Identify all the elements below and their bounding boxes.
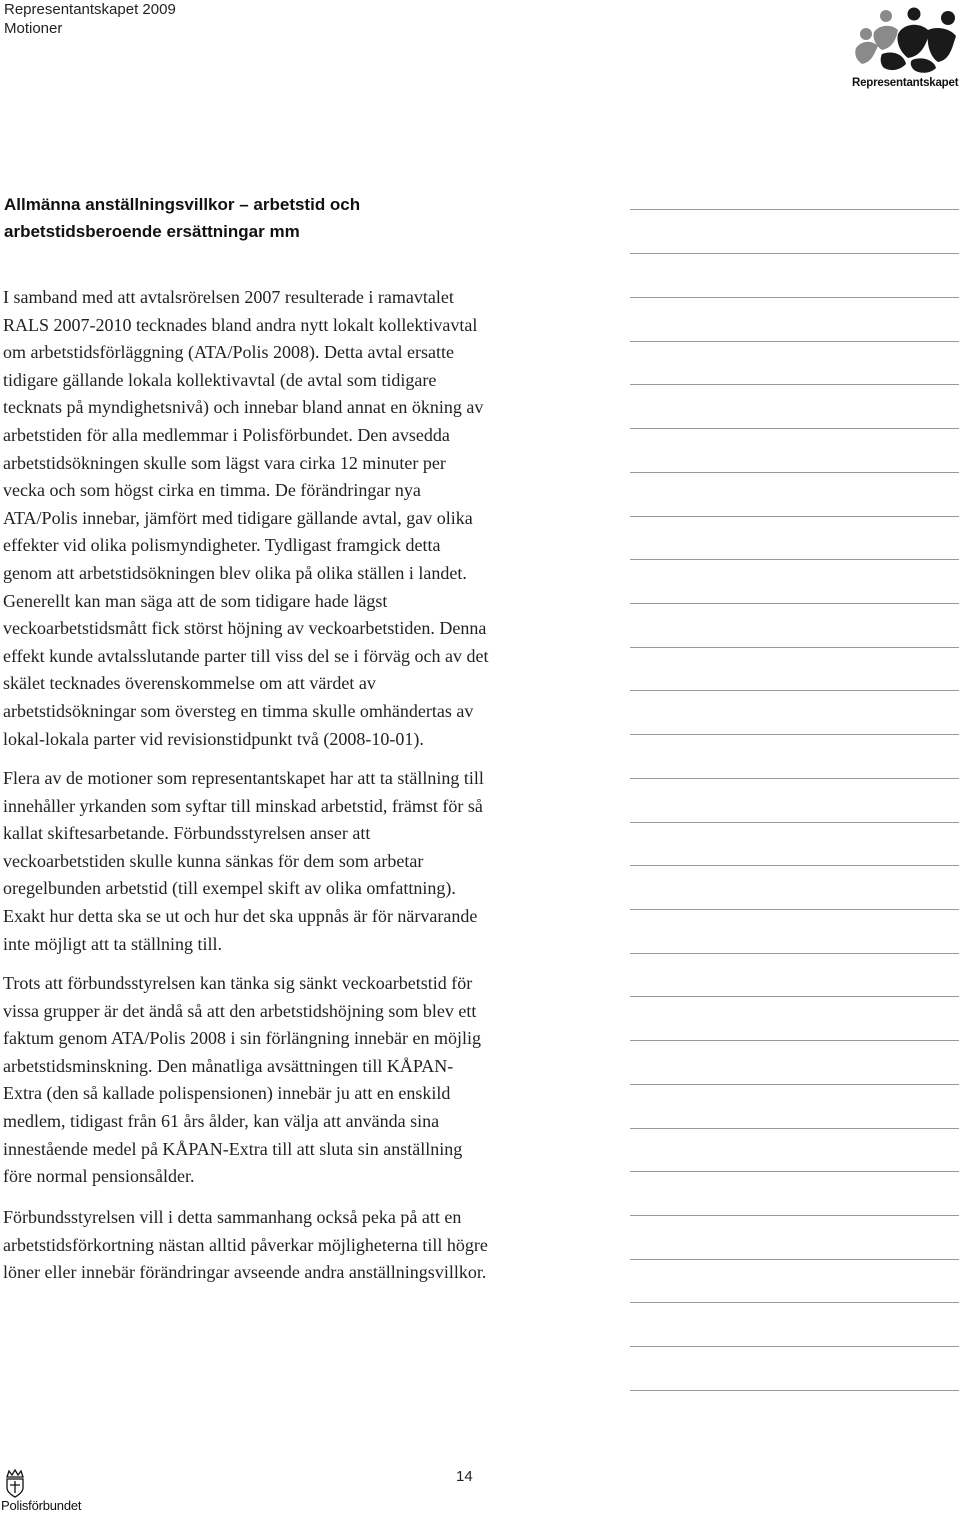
note-line [630, 1259, 959, 1260]
note-line [630, 1128, 959, 1129]
paragraph-line: innestående medel på KÅPAN-Extra till att sluta sin anställning [3, 1138, 463, 1159]
paragraph-line: löner eller innebär förändringar avseende andra anställningsvillkor. [3, 1262, 487, 1283]
paragraph-line: innehåller yrkanden som syftar till minskad arbetstid, främst för så [3, 795, 483, 816]
body-paragraph [3, 1204, 613, 1287]
paragraph-line: arbetstidsökningen skulle som lägst vara cirka 12 minuter per [3, 452, 446, 473]
paragraph-line: ATA/Polis innebar, jämfört med tidigare gällande avtal, gav olika [3, 507, 473, 528]
paragraph-line: arbetstidsökningar som översteg en timma skulle omhändertas av [3, 700, 474, 721]
header-subtitle: Motioner [4, 20, 63, 37]
paragraph-line: skälet tecknades överenskommelse om att värdet av [3, 673, 376, 694]
note-line [630, 1171, 959, 1172]
logo-text: Representantskapet [852, 77, 959, 89]
paragraph-line: RALS 2007-2010 tecknades bland andra nytt lokalt kollektivavtal [3, 314, 478, 335]
note-line [630, 297, 959, 298]
page-number: 14 [456, 1468, 473, 1485]
paragraph-line: lokal-lokala parter vid revisionstidpunkt två (2008-10-01). [3, 728, 424, 749]
body-paragraph [3, 284, 613, 753]
paragraph-line: vecka och som högst cirka en timma. De förändringar nya [3, 480, 421, 501]
title-line: arbetstidsberoende ersättningar mm [4, 222, 300, 241]
note-line [630, 996, 959, 997]
paragraph-line: tidigare gällande lokala kollektivavtal (de avtal som tidigare [3, 369, 437, 390]
paragraph-line: veckoarbetstiden skulle kunna sänkas för dem som arbetar [3, 850, 424, 871]
note-line [630, 384, 959, 385]
paragraph-line: om arbetstidsförläggning (ATA/Polis 2008). Detta avtal ersatte [3, 342, 454, 363]
paragraph-line: genom att arbetstidsökningen blev olika på olika ställen i landet. [3, 562, 467, 583]
footer-logo-text: Polisförbundet [1, 1498, 82, 1513]
title-line: Allmänna anställningsvillkor – arbetstid och [4, 195, 361, 214]
paragraph-line: Exakt hur detta ska se ut och hur det ska uppnås är för närvarande [3, 905, 478, 926]
paragraph-line: veckoarbetstidsmått fick störst höjning av veckoarbetstiden. Denna [3, 618, 487, 639]
note-line [630, 1302, 959, 1303]
paragraph-line: före normal pensionsålder. [3, 1166, 195, 1187]
note-line [630, 341, 959, 342]
paragraph-line: arbetstiden för alla medlemmar i Polisförbundet. Den avsedda [3, 424, 450, 445]
note-line [630, 647, 959, 648]
paragraph-line: Flera av de motioner som representantskapet har att ta ställning till [3, 768, 484, 788]
margin-note-lines [630, 0, 959, 1517]
note-line [630, 516, 959, 517]
paragraph-line: I samband med att avtalsrörelsen 2007 resulterade i ramavtalet [3, 287, 454, 307]
note-line [630, 428, 959, 429]
paragraph-line: arbetstidsförkortning nästan alltid påverkar möjligheterna till högre [3, 1234, 488, 1255]
paragraph-line: Förbundsstyrelsen vill i detta sammanhang också peka på att en [3, 1207, 462, 1227]
note-line [630, 559, 959, 560]
note-line [630, 1040, 959, 1041]
note-line [630, 1084, 959, 1085]
note-line [630, 1215, 959, 1216]
paragraph-line: Generellt kan man säga att de som tidigare hade lägst [3, 590, 388, 611]
body-paragraph [3, 970, 613, 1191]
document-header [4, 0, 176, 38]
paragraph-line: vissa grupper är det ändå så att den arbetstidshöjning som blev ett [3, 1000, 477, 1021]
paragraph-line: effekter vid olika polismyndigheter. Tydligast framgick detta [3, 535, 441, 556]
paragraph-line: Trots att förbundsstyrelsen kan tänka sig sänkt veckoarbetstid för [3, 973, 473, 993]
note-line [630, 603, 959, 604]
note-line [630, 953, 959, 954]
paragraph-line: oregelbunden arbetstid (till exempel skift av olika omfattning). [3, 878, 456, 899]
note-line [630, 734, 959, 735]
paragraph-line: medlem, tidigast från 61 års ålder, kan välja att använda sina [3, 1110, 440, 1131]
paragraph-line: Extra (den så kallade polispensionen) innebär ju att en enskild [3, 1083, 451, 1104]
note-line [630, 1390, 959, 1391]
section-title [4, 191, 604, 245]
header-title: Representantskapet 2009 [4, 1, 176, 18]
crown-emblem-icon [3, 1468, 27, 1498]
paragraph-line: kallat skiftesarbetande. Förbundsstyrelsen anser att [3, 823, 371, 844]
paragraph-line: arbetstidsminskning. Den månatliga avsättningen till KÅPAN- [3, 1055, 454, 1076]
note-line [630, 690, 959, 691]
paragraph-line: inte möjligt att ta ställning till. [3, 933, 222, 954]
polisforbundet-logo [0, 1468, 130, 1517]
note-line [630, 209, 959, 210]
note-line [630, 1346, 959, 1347]
paragraph-line: tecknats på myndighetsnivå) och innebar bland annat en ökning av [3, 397, 484, 418]
body-paragraph [3, 765, 613, 958]
paragraph-line: faktum genom ATA/Polis 2008 i sin förlängning innebär en möjlig [3, 1028, 482, 1049]
note-line [630, 472, 959, 473]
note-line [630, 822, 959, 823]
note-line [630, 865, 959, 866]
note-line [630, 778, 959, 779]
paragraph-line: effekt kunde avtalsslutande parter till viss del se i förväg och av det [3, 645, 489, 666]
note-line [630, 909, 959, 910]
note-line [630, 253, 959, 254]
